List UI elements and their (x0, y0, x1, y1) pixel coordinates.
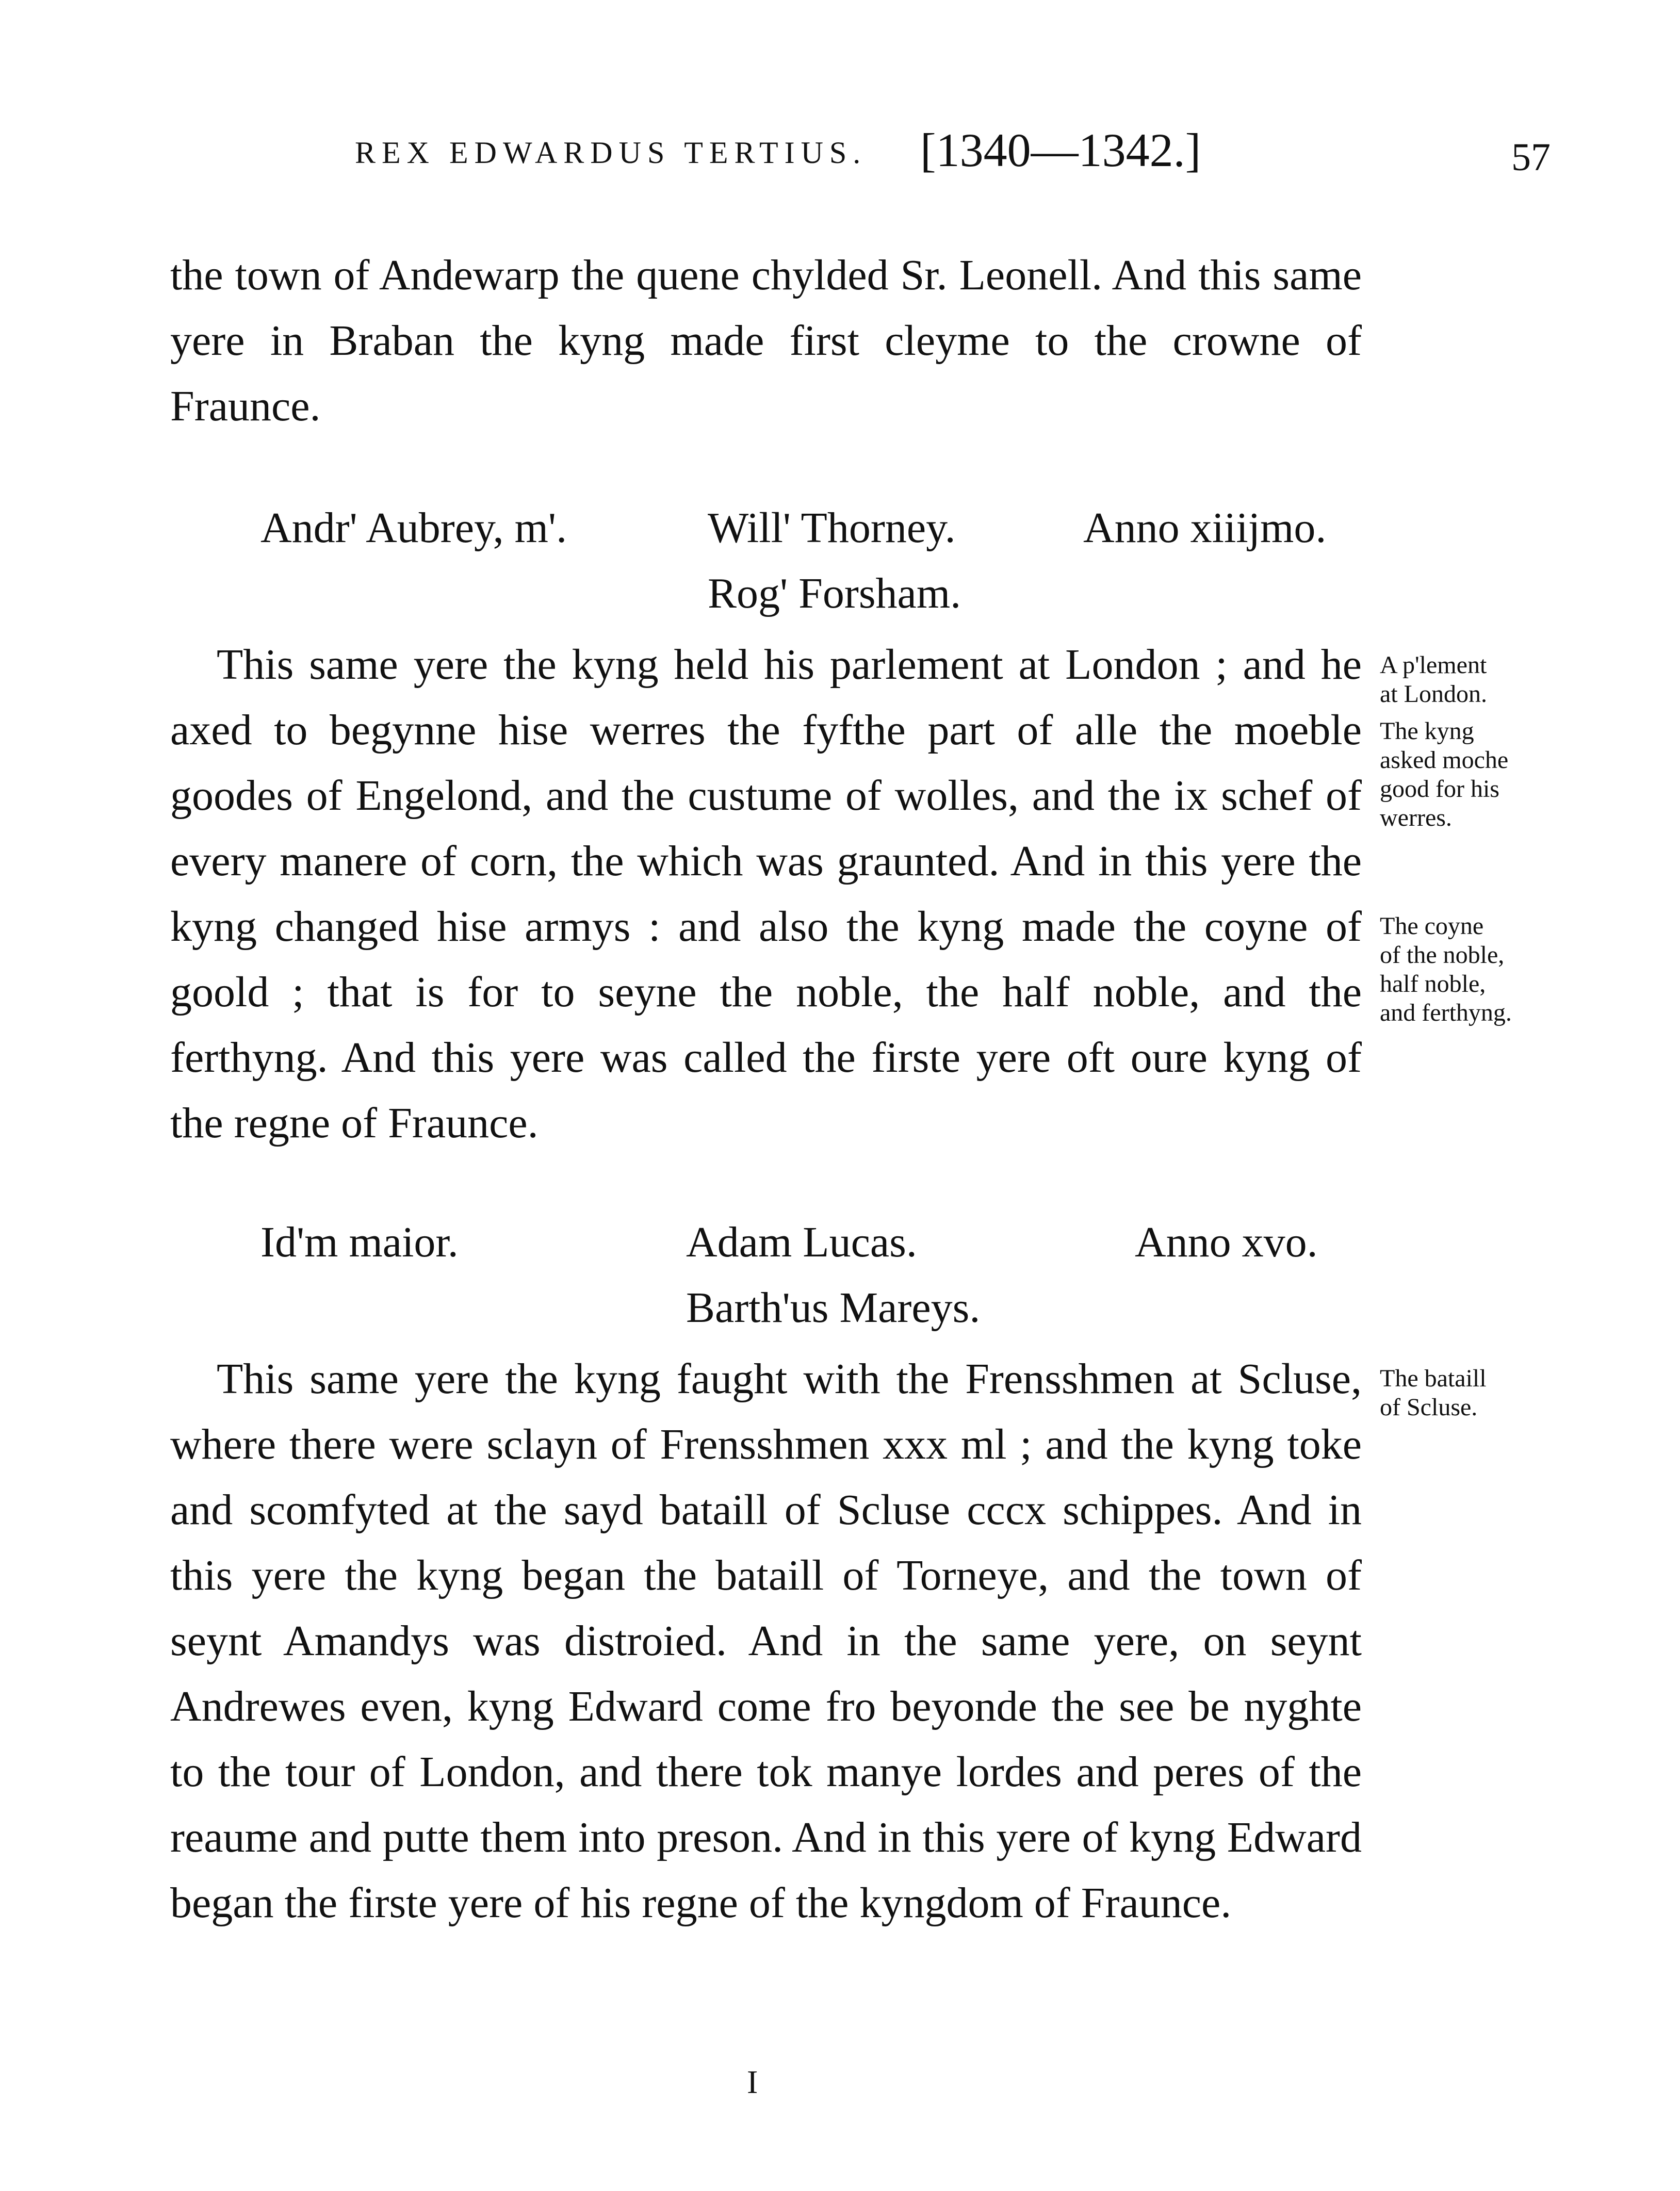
mayor-year-14: Andr' Aubrey, m'. (260, 504, 567, 552)
margin-note-battle-of-sluys: The bataill of Scluse. (1380, 1365, 1487, 1421)
page-number: 57 (1511, 136, 1551, 179)
sheriff-1-year-14: Will' Thorney. (708, 504, 956, 552)
mayor-year-15: Id'm maior. (260, 1218, 459, 1266)
margin-note-coinage: The coyne of the noble, half noble, and ferthyng. (1380, 912, 1512, 1026)
opening-paragraph: the town of Andewarp the quene chylded Sr. Leonell. And this same yere in Braban the kyng made first cleyme to the crowne of Fraunce. (170, 251, 1362, 430)
running-title: REX EDWARDUS TERTIUS. (355, 136, 867, 170)
sheriff-1-year-15: Adam Lucas. (686, 1218, 917, 1266)
sheriff-2-year-15: Barth'us Mareys. (686, 1284, 981, 1332)
paragraph-year-14: This same yere the kyng held his parlement at London ; and he axed to begynne hise werres the fyfthe part of alle the moeble goodes of Engelond, and the custume of wolles, and the ix schef of every manere of corn, the which was graunted. And in this yere the kyng changed hise armys : and also the kyng made the coyne of goold ; that is for to seyne the noble, the half noble, and the ferthyng. And this yere was called the firste yere oft oure kyng of the regne of Fraunce. (170, 641, 1362, 1147)
date-range: [1340—1342.] (920, 124, 1201, 176)
anno-year-15: Anno xvo. (1135, 1218, 1318, 1266)
paragraph-year-15: This same yere the kyng faught with the Frensshmen at Scluse, where there were sclayn of Frensshmen xxx ml ; and the kyng toke and scomfyted at the sayd bataill of Scluse cccx schippes. And in this yere the kyng began the bataill of Torneye, and the town of seynt Amandys was distroied. And in the same yere, on seynt Andrewes even, kyng Edward come fro beyonde the see be nyghte to the tour of London, and there tok manye lordes and peres of the reaume and putte them into preson. And in this yere of kyng Edward began the firste yere of his regne of the kyngdom of Fraunce. (170, 1355, 1362, 1927)
sheriff-2-year-14: Rog' Forsham. (708, 569, 961, 617)
anno-year-14: Anno xiiijmo. (1083, 504, 1327, 552)
margin-note-war-funds: The kyng asked moche good for his werres. (1380, 717, 1509, 831)
margin-note-parliament: A p'lement at London. (1380, 651, 1487, 708)
signature-mark: I (747, 2064, 758, 2100)
